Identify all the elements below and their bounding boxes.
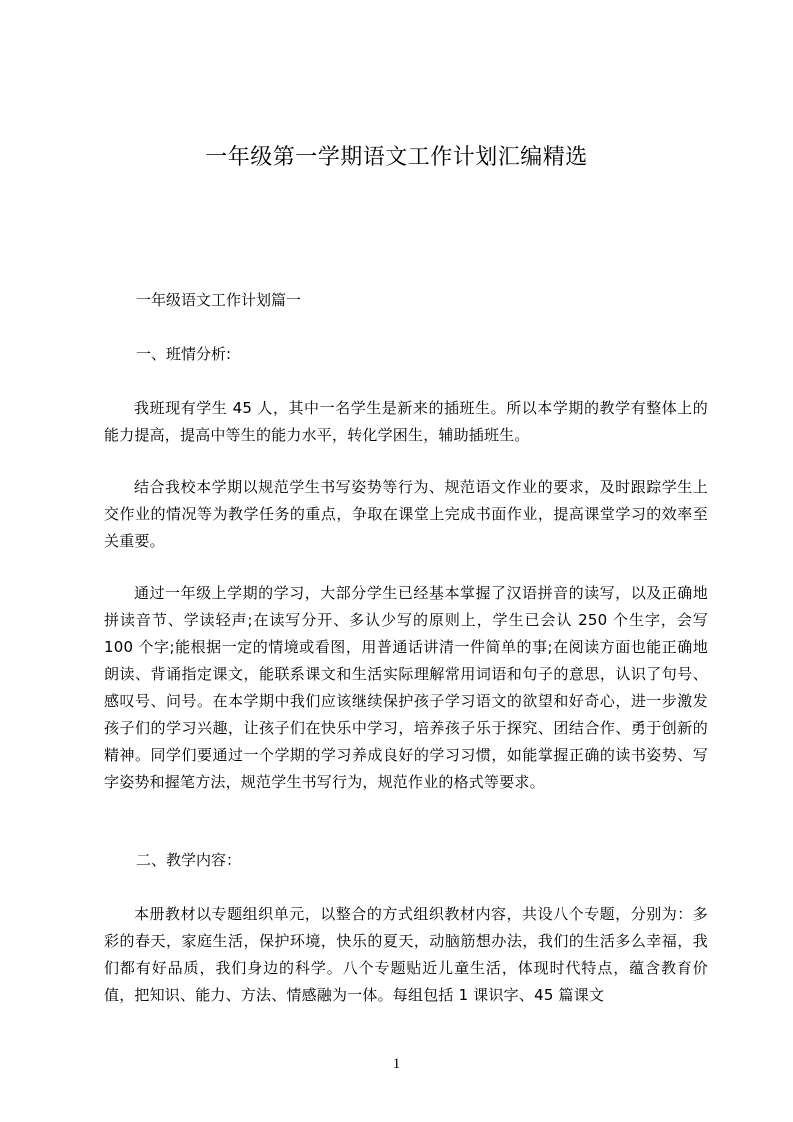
heading-teaching-content: 二、教学内容： [136, 851, 242, 869]
paragraph-school-requirements [104, 474, 708, 555]
page-number: 1 [392, 1056, 401, 1072]
paragraph-text: 本册教材以专题组织单元，以整合的方式组织教材内容，共设八个专题，分别为：多彩的春天，家庭生活，保护环境，快乐的夏天，动脑筋想办法，我们的生活多么幸福，我们都有好品质，我们身边的科学。八个专题贴近儿童生活，体现时代特点，蕴含教育价值，把知识、能力、方法、情感融为一体。每组包括 1 课识字、45 篇课文 [104, 905, 708, 1004]
paragraph-text: 我班现有学生 45 人，其中一名学生是新来的插班生。所以本学期的教学有整体上的能力提高，提高中等生的能力水平，转化学困生，辅助插班生。 [104, 399, 708, 444]
section-title: 一年级语文工作计划篇一 [136, 291, 302, 309]
paragraph-text: 结合我校本学期以规范学生书写姿势等行为、规范语文作业的要求，及时跟踪学生上交作业的情况等为教学任务的重点，争取在课堂上完成书面作业，提高课堂学习的效率至关重要。 [104, 478, 708, 550]
heading-class-analysis: 一、班情分析: [136, 345, 232, 363]
paragraph-class-size [104, 395, 708, 449]
document-title: 一年级第一学期语文工作计划汇编精选 [205, 145, 588, 170]
paragraph-text: 通过一年级上学期的学习，大部分学生已经基本掌握了汉语拼音的读写，以及正确地拼读音节、学读轻声;在读写分开、多认少写的原则上，学生已会认 250 个生字，会写 100 个字;能根据一定的情境或看图，用普通话讲清一件简单的事;在阅读方面也能正确地朗读、背诵指定课文，能联系课文和生活实际理解常用词语和句子的意思，认识了句号、感叹号、问号。在本学期中我们应该继续保护孩子学习语文的欲望和好奇心，进一步激发孩子们的学习兴趣，让孩子们在快乐中学习，培养孩子乐于探究、团结合作、勇于创新的精神。同学们要通过一个学期的学习养成良好的学习习惯，如能掌握正确的读书姿势、写字姿势和握笔方法，规范学生书写行为，规范作业的格式等要求。 [104, 584, 708, 791]
paragraph-learning-status [104, 580, 708, 796]
paragraph-textbook-content [104, 901, 708, 1009]
